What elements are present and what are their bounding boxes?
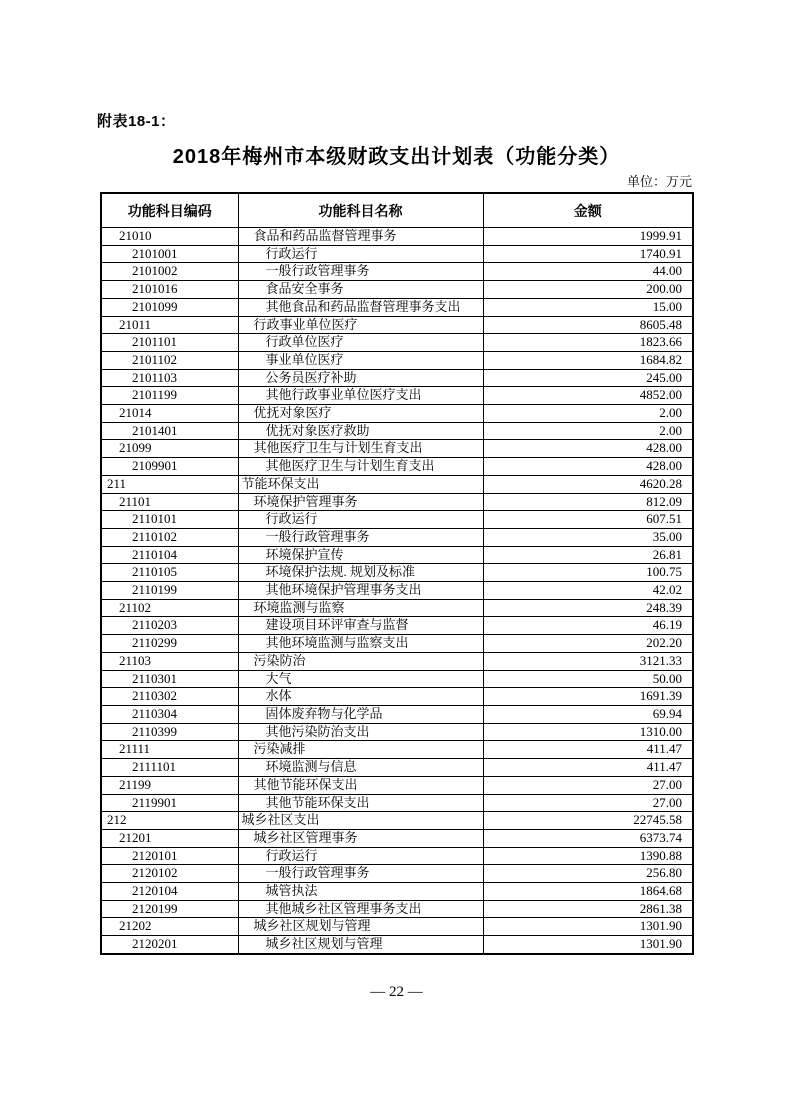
code-cell: 2101103 [101, 369, 238, 387]
table-row [101, 741, 693, 759]
name-cell: 城乡社区支出 [238, 812, 483, 830]
name-cell: 事业单位医疗 [238, 351, 483, 369]
table-row [101, 263, 693, 281]
name-cell: 其他环境监测与监察支出 [238, 635, 483, 653]
table-row [101, 298, 693, 316]
column-header-code: 功能科目编码 [101, 193, 238, 228]
table-row [101, 493, 693, 511]
table-row [101, 865, 693, 883]
amount-cell: 200.00 [483, 281, 693, 299]
code-cell: 2101016 [101, 281, 238, 299]
name-cell: 其他医疗卫生与计划生育支出 [238, 458, 483, 476]
code-cell: 21202 [101, 918, 238, 936]
amount-cell: 428.00 [483, 458, 693, 476]
code-cell: 21199 [101, 776, 238, 794]
amount-cell: 2.00 [483, 422, 693, 440]
code-cell: 2101002 [101, 263, 238, 281]
name-cell: 其他行政事业单位医疗支出 [238, 387, 483, 405]
code-cell: 2120101 [101, 847, 238, 865]
table-row [101, 582, 693, 600]
amount-cell: 248.39 [483, 599, 693, 617]
amount-cell: 100.75 [483, 564, 693, 582]
amount-cell: 2.00 [483, 405, 693, 423]
table-row [101, 351, 693, 369]
code-cell: 2110302 [101, 688, 238, 706]
table-row [101, 281, 693, 299]
code-cell: 21102 [101, 599, 238, 617]
amount-cell: 1390.88 [483, 847, 693, 865]
name-cell: 食品安全事务 [238, 281, 483, 299]
name-cell: 固体废弃物与化学品 [238, 705, 483, 723]
code-cell: 2101001 [101, 245, 238, 263]
name-cell: 优抚对象医疗 [238, 405, 483, 423]
unit-label: 单位：万元 [626, 174, 692, 189]
name-cell: 其他污染防治支出 [238, 723, 483, 741]
name-cell: 一般行政管理事务 [238, 528, 483, 546]
amount-cell: 1301.90 [483, 918, 693, 936]
table-row [101, 316, 693, 334]
name-cell: 其他节能环保支出 [238, 776, 483, 794]
amount-cell: 27.00 [483, 776, 693, 794]
name-cell: 行政运行 [238, 245, 483, 263]
amount-cell: 202.20 [483, 635, 693, 653]
table-row [101, 440, 693, 458]
amount-cell: 35.00 [483, 528, 693, 546]
table-row [101, 369, 693, 387]
table-row [101, 883, 693, 901]
amount-cell: 1691.39 [483, 688, 693, 706]
table-row [101, 652, 693, 670]
annex-label: 附表18-1： [97, 113, 176, 130]
code-cell: 212 [101, 812, 238, 830]
name-cell: 污染防治 [238, 652, 483, 670]
table-row [101, 776, 693, 794]
name-cell: 公务员医疗补助 [238, 369, 483, 387]
code-cell: 2101099 [101, 298, 238, 316]
amount-cell: 22745.58 [483, 812, 693, 830]
code-cell: 2110101 [101, 511, 238, 529]
amount-cell: 411.47 [483, 759, 693, 777]
name-cell: 环境监测与信息 [238, 759, 483, 777]
name-cell: 其他节能环保支出 [238, 794, 483, 812]
table-row [101, 705, 693, 723]
name-cell: 污染减排 [238, 741, 483, 759]
amount-cell: 1740.91 [483, 245, 693, 263]
name-cell: 建设项目环评审查与监督 [238, 617, 483, 635]
name-cell: 城乡社区规划与管理 [238, 918, 483, 936]
name-cell: 其他环境保护管理事务支出 [238, 582, 483, 600]
table-row [101, 387, 693, 405]
amount-cell: 44.00 [483, 263, 693, 281]
code-cell: 21099 [101, 440, 238, 458]
code-cell: 2120104 [101, 883, 238, 901]
amount-cell: 1301.90 [483, 936, 693, 954]
table-row [101, 245, 693, 263]
name-cell: 一般行政管理事务 [238, 865, 483, 883]
code-cell: 2110399 [101, 723, 238, 741]
name-cell: 环境监测与监察 [238, 599, 483, 617]
code-cell: 21101 [101, 493, 238, 511]
table-row [101, 670, 693, 688]
code-cell: 21011 [101, 316, 238, 334]
amount-cell: 245.00 [483, 369, 693, 387]
table-header-row [101, 193, 693, 228]
amount-cell: 8605.48 [483, 316, 693, 334]
table-row [101, 458, 693, 476]
table-row [101, 688, 693, 706]
amount-cell: 1310.00 [483, 723, 693, 741]
table-row [101, 528, 693, 546]
page-number: — 22 — [370, 984, 423, 1000]
amount-cell: 46.19 [483, 617, 693, 635]
table-row [101, 334, 693, 352]
table-row [101, 918, 693, 936]
name-cell: 行政单位医疗 [238, 334, 483, 352]
code-cell: 211 [101, 475, 238, 493]
code-cell: 2110301 [101, 670, 238, 688]
code-cell: 2119901 [101, 794, 238, 812]
code-cell: 21010 [101, 228, 238, 246]
amount-cell: 4852.00 [483, 387, 693, 405]
table-row [101, 635, 693, 653]
code-cell: 21111 [101, 741, 238, 759]
table-row [101, 405, 693, 423]
code-cell: 2109901 [101, 458, 238, 476]
code-cell: 2110199 [101, 582, 238, 600]
code-cell: 2111101 [101, 759, 238, 777]
code-cell: 2120102 [101, 865, 238, 883]
code-cell: 2110299 [101, 635, 238, 653]
amount-cell: 411.47 [483, 741, 693, 759]
table-row [101, 546, 693, 564]
name-cell: 大气 [238, 670, 483, 688]
table-row [101, 422, 693, 440]
amount-cell: 2861.38 [483, 900, 693, 918]
amount-cell: 256.80 [483, 865, 693, 883]
name-cell: 行政事业单位医疗 [238, 316, 483, 334]
code-cell: 2101401 [101, 422, 238, 440]
amount-cell: 6373.74 [483, 829, 693, 847]
name-cell: 环境保护宣传 [238, 546, 483, 564]
amount-cell: 1823.66 [483, 334, 693, 352]
code-cell: 21201 [101, 829, 238, 847]
name-cell: 其他城乡社区管理事务支出 [238, 900, 483, 918]
table-row [101, 564, 693, 582]
name-cell: 节能环保支出 [238, 475, 483, 493]
table-row [101, 228, 693, 246]
name-cell: 行政运行 [238, 847, 483, 865]
table-body [101, 228, 693, 954]
amount-cell: 15.00 [483, 298, 693, 316]
name-cell: 水体 [238, 688, 483, 706]
amount-cell: 26.81 [483, 546, 693, 564]
name-cell: 食品和药品监督管理事务 [238, 228, 483, 246]
table-row [101, 829, 693, 847]
code-cell: 2101199 [101, 387, 238, 405]
table-row [101, 511, 693, 529]
amount-cell: 69.94 [483, 705, 693, 723]
code-cell: 2110203 [101, 617, 238, 635]
column-header-name: 功能科目名称 [238, 193, 483, 228]
table-row [101, 723, 693, 741]
code-cell: 2110304 [101, 705, 238, 723]
table-row [101, 812, 693, 830]
name-cell: 其他食品和药品监督管理事务支出 [238, 298, 483, 316]
amount-cell: 1684.82 [483, 351, 693, 369]
amount-cell: 1864.68 [483, 883, 693, 901]
name-cell: 城管执法 [238, 883, 483, 901]
code-cell: 2110102 [101, 528, 238, 546]
name-cell: 城乡社区规划与管理 [238, 936, 483, 954]
table-row [101, 936, 693, 954]
name-cell: 行政运行 [238, 511, 483, 529]
name-cell: 优抚对象医疗救助 [238, 422, 483, 440]
name-cell: 一般行政管理事务 [238, 263, 483, 281]
code-cell: 2110105 [101, 564, 238, 582]
code-cell: 2101102 [101, 351, 238, 369]
code-cell: 21014 [101, 405, 238, 423]
amount-cell: 812.09 [483, 493, 693, 511]
page-title: 2018年梅州市本级财政支出计划表（功能分类） [172, 146, 621, 168]
amount-cell: 50.00 [483, 670, 693, 688]
amount-cell: 4620.28 [483, 475, 693, 493]
code-cell: 2120199 [101, 900, 238, 918]
code-cell: 2120201 [101, 936, 238, 954]
amount-cell: 3121.33 [483, 652, 693, 670]
table-row [101, 794, 693, 812]
code-cell: 21103 [101, 652, 238, 670]
table-row [101, 847, 693, 865]
name-cell: 城乡社区管理事务 [238, 829, 483, 847]
table-row [101, 759, 693, 777]
table-row [101, 599, 693, 617]
name-cell: 环境保护法规. 规划及标准 [238, 564, 483, 582]
table-row [101, 617, 693, 635]
amount-cell: 27.00 [483, 794, 693, 812]
amount-cell: 607.51 [483, 511, 693, 529]
amount-cell: 428.00 [483, 440, 693, 458]
code-cell: 2101101 [101, 334, 238, 352]
name-cell: 环境保护管理事务 [238, 493, 483, 511]
table-row [101, 900, 693, 918]
amount-cell: 1999.91 [483, 228, 693, 246]
table-row [101, 475, 693, 493]
amount-cell: 42.02 [483, 582, 693, 600]
name-cell: 其他医疗卫生与计划生育支出 [238, 440, 483, 458]
code-cell: 2110104 [101, 546, 238, 564]
budget-table [100, 192, 694, 955]
column-header-amount: 金额 [483, 193, 693, 228]
